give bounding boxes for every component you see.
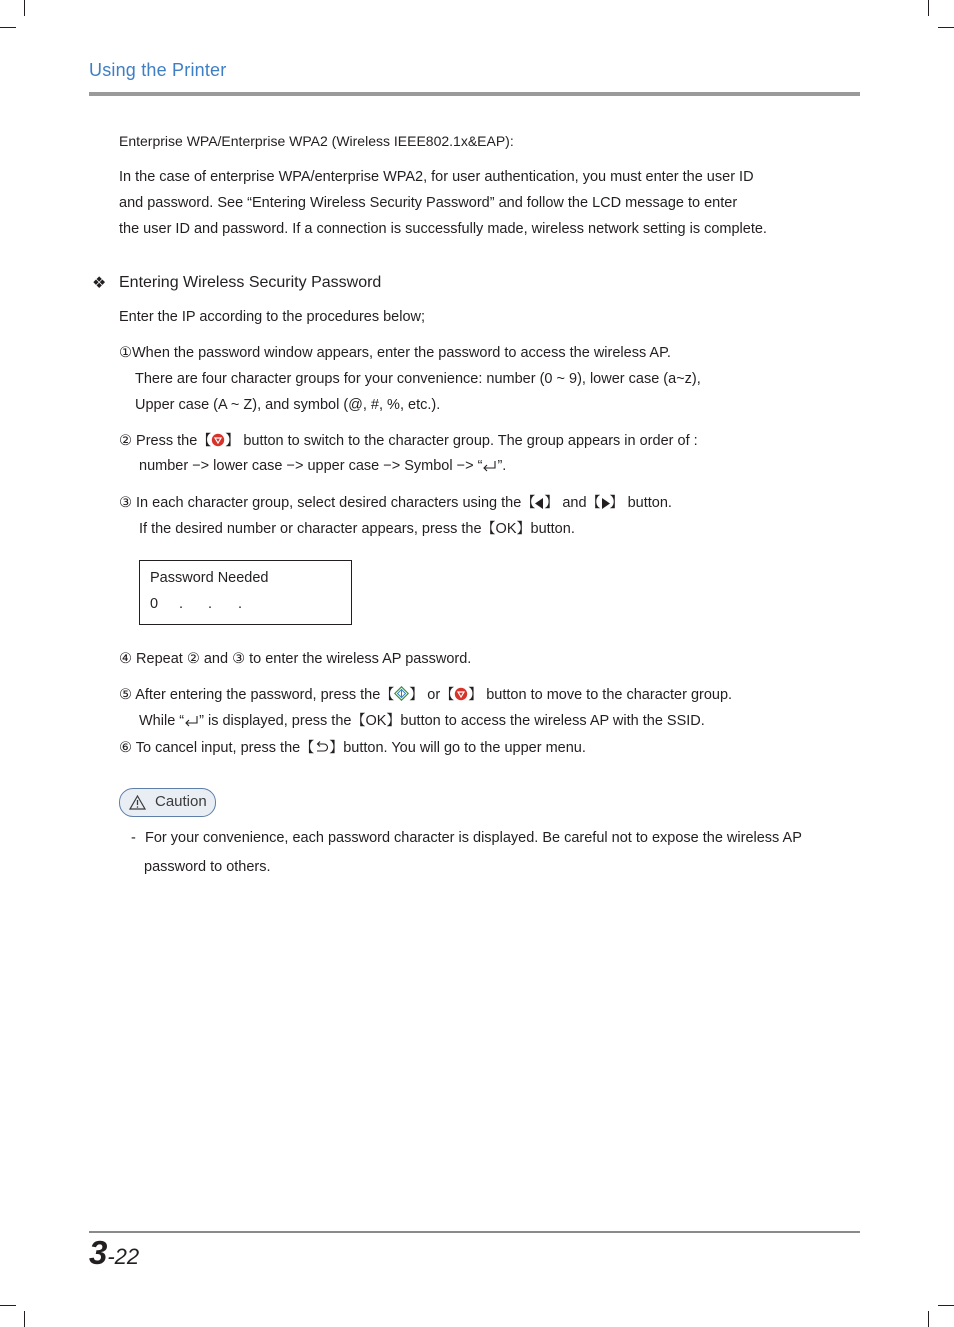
sequence-arrow: −>: [286, 458, 304, 474]
step-text: button to move to the character group.: [486, 687, 733, 703]
left-triangle-icon: [535, 498, 544, 509]
step-number: ⑤: [119, 687, 132, 703]
group-upper: upper case: [307, 458, 380, 474]
step-text: button.: [530, 521, 575, 537]
step-text: In each character group, select desired characters using the: [136, 495, 522, 511]
step-text: While “: [139, 713, 185, 729]
stop-button-icon: [211, 433, 225, 447]
enter-symbol-icon: [184, 715, 199, 727]
crop-mark: [0, 27, 16, 28]
quote-close: ”.: [497, 458, 507, 474]
step-text: button to access the wireless AP with the SSID.: [400, 713, 705, 729]
step-text: Repeat: [136, 651, 183, 667]
step-1: [119, 340, 671, 366]
crop-mark: [0, 1305, 16, 1306]
group-lower: lower case: [213, 458, 283, 474]
lcd-display: [139, 560, 352, 625]
step-5: ⑤ After entering the password, press the【 】 or【 】 button to move to the character group.: [119, 686, 733, 703]
crop-mark: [938, 27, 954, 28]
step-text: and: [203, 651, 229, 667]
section-title: Entering Wireless Security Password: [119, 274, 382, 291]
section-bullet: ❖: [92, 275, 107, 292]
sequence-arrow: −>: [383, 458, 401, 474]
footer-rule: [89, 1231, 860, 1233]
sequence-arrow: −>: [456, 458, 474, 474]
step-text: To cancel input, press the: [135, 740, 301, 756]
caution-text: password to others.: [144, 859, 271, 875]
page-suffix: -22: [107, 1244, 140, 1269]
lcd-char: 0: [150, 596, 159, 612]
step-3-line: If the desired number or character appears, press the【OK】button.: [139, 520, 575, 537]
step-3: ③ In each character group, select desired characters using the【 】 and【 】 button.: [119, 494, 672, 511]
step-text: After entering the password, press the: [135, 687, 381, 703]
start-button-icon: [394, 686, 409, 701]
ok-button-label: OK: [365, 713, 387, 729]
lcd-char: .: [238, 596, 243, 612]
back-button-icon: [314, 741, 329, 754]
step-text: button. You will go to the upper menu.: [343, 740, 586, 756]
intro-line: the user ID and password. If a connection is successfully made, wireless network setting is complete.: [119, 221, 767, 237]
group-symbol: Symbol: [404, 458, 453, 474]
step-number: ⑥: [119, 740, 132, 756]
caution-label: Caution: [155, 793, 207, 810]
sequence-arrow: −>: [192, 458, 210, 474]
step-2-sequence: [139, 453, 506, 479]
step-text: button.: [627, 495, 672, 511]
page-number: [89, 1234, 139, 1272]
step-5-line: While “ ” is displayed, press the【OK】button to access the wireless AP with the SSID.: [139, 712, 705, 729]
quote-open: “: [477, 458, 483, 474]
step-4: [119, 646, 471, 672]
warning-triangle-icon: [129, 795, 146, 810]
lcd-char: .: [208, 596, 213, 612]
chapter-number: 3: [89, 1234, 108, 1271]
step-2: ② Press the【 】 button to switch to the character group. The group appears in order of :: [119, 432, 698, 449]
header-rule: [89, 92, 860, 96]
stop-button-icon: [454, 687, 468, 701]
caution-badge: [119, 788, 216, 817]
step-text: and: [562, 495, 587, 511]
section-lead: Enter the IP according to the procedures below;: [119, 309, 426, 325]
step-text: or: [427, 687, 441, 703]
step-number: ③: [119, 495, 132, 511]
crop-mark: [938, 1305, 954, 1306]
step-text: Press the: [136, 433, 198, 449]
step-ref: ③: [232, 651, 246, 667]
lcd-line-1: Password Needed: [150, 570, 269, 586]
intro-heading: Enterprise WPA/Enterprise WPA2 (Wireless IEEE802.1x&EAP):: [119, 133, 514, 149]
crop-mark: [928, 1311, 929, 1327]
ok-button-label: OK: [495, 521, 517, 537]
step-number: ④: [119, 651, 132, 667]
step-text: to enter the wireless AP password.: [249, 651, 472, 667]
intro-line: and password. See “Entering Wireless Security Password” and follow the LCD message to enter: [119, 195, 738, 211]
step-ref: ②: [186, 651, 200, 667]
running-header: Using the Printer: [89, 60, 227, 80]
step-1-line: Upper case (A ~ Z), and symbol (@, #, %, etc.).: [135, 397, 441, 413]
step-text: When the password window appears, enter the password to access the wireless AP.: [132, 345, 671, 361]
step-6: ⑥ To cancel input, press the【 】button. You will go to the upper menu.: [119, 739, 586, 756]
caution-text: For your convenience, each password character is displayed. Be careful not to expose the wireless AP: [145, 830, 802, 846]
crop-mark: [24, 0, 25, 16]
right-triangle-icon: [601, 498, 610, 509]
step-1-line: There are four character groups for your convenience: number (0 ~ 9), lower case (a~z),: [135, 371, 701, 387]
step-number: ①: [119, 345, 132, 361]
step-text: If the desired number or character appears, press the: [139, 521, 482, 537]
group-number: number: [139, 458, 189, 474]
step-text: button to switch to the character group. The group appears in order of :: [243, 433, 698, 449]
step-number: ②: [119, 433, 132, 449]
crop-mark: [24, 1311, 25, 1327]
lcd-char: .: [179, 596, 184, 612]
caution-dash: -: [131, 830, 136, 846]
enter-symbol-icon: [482, 460, 497, 472]
crop-mark: [928, 0, 929, 16]
intro-line: In the case of enterprise WPA/enterprise WPA2, for user authentication, you must enter the user ID: [119, 169, 754, 185]
step-text: ” is displayed, press the: [199, 713, 352, 729]
